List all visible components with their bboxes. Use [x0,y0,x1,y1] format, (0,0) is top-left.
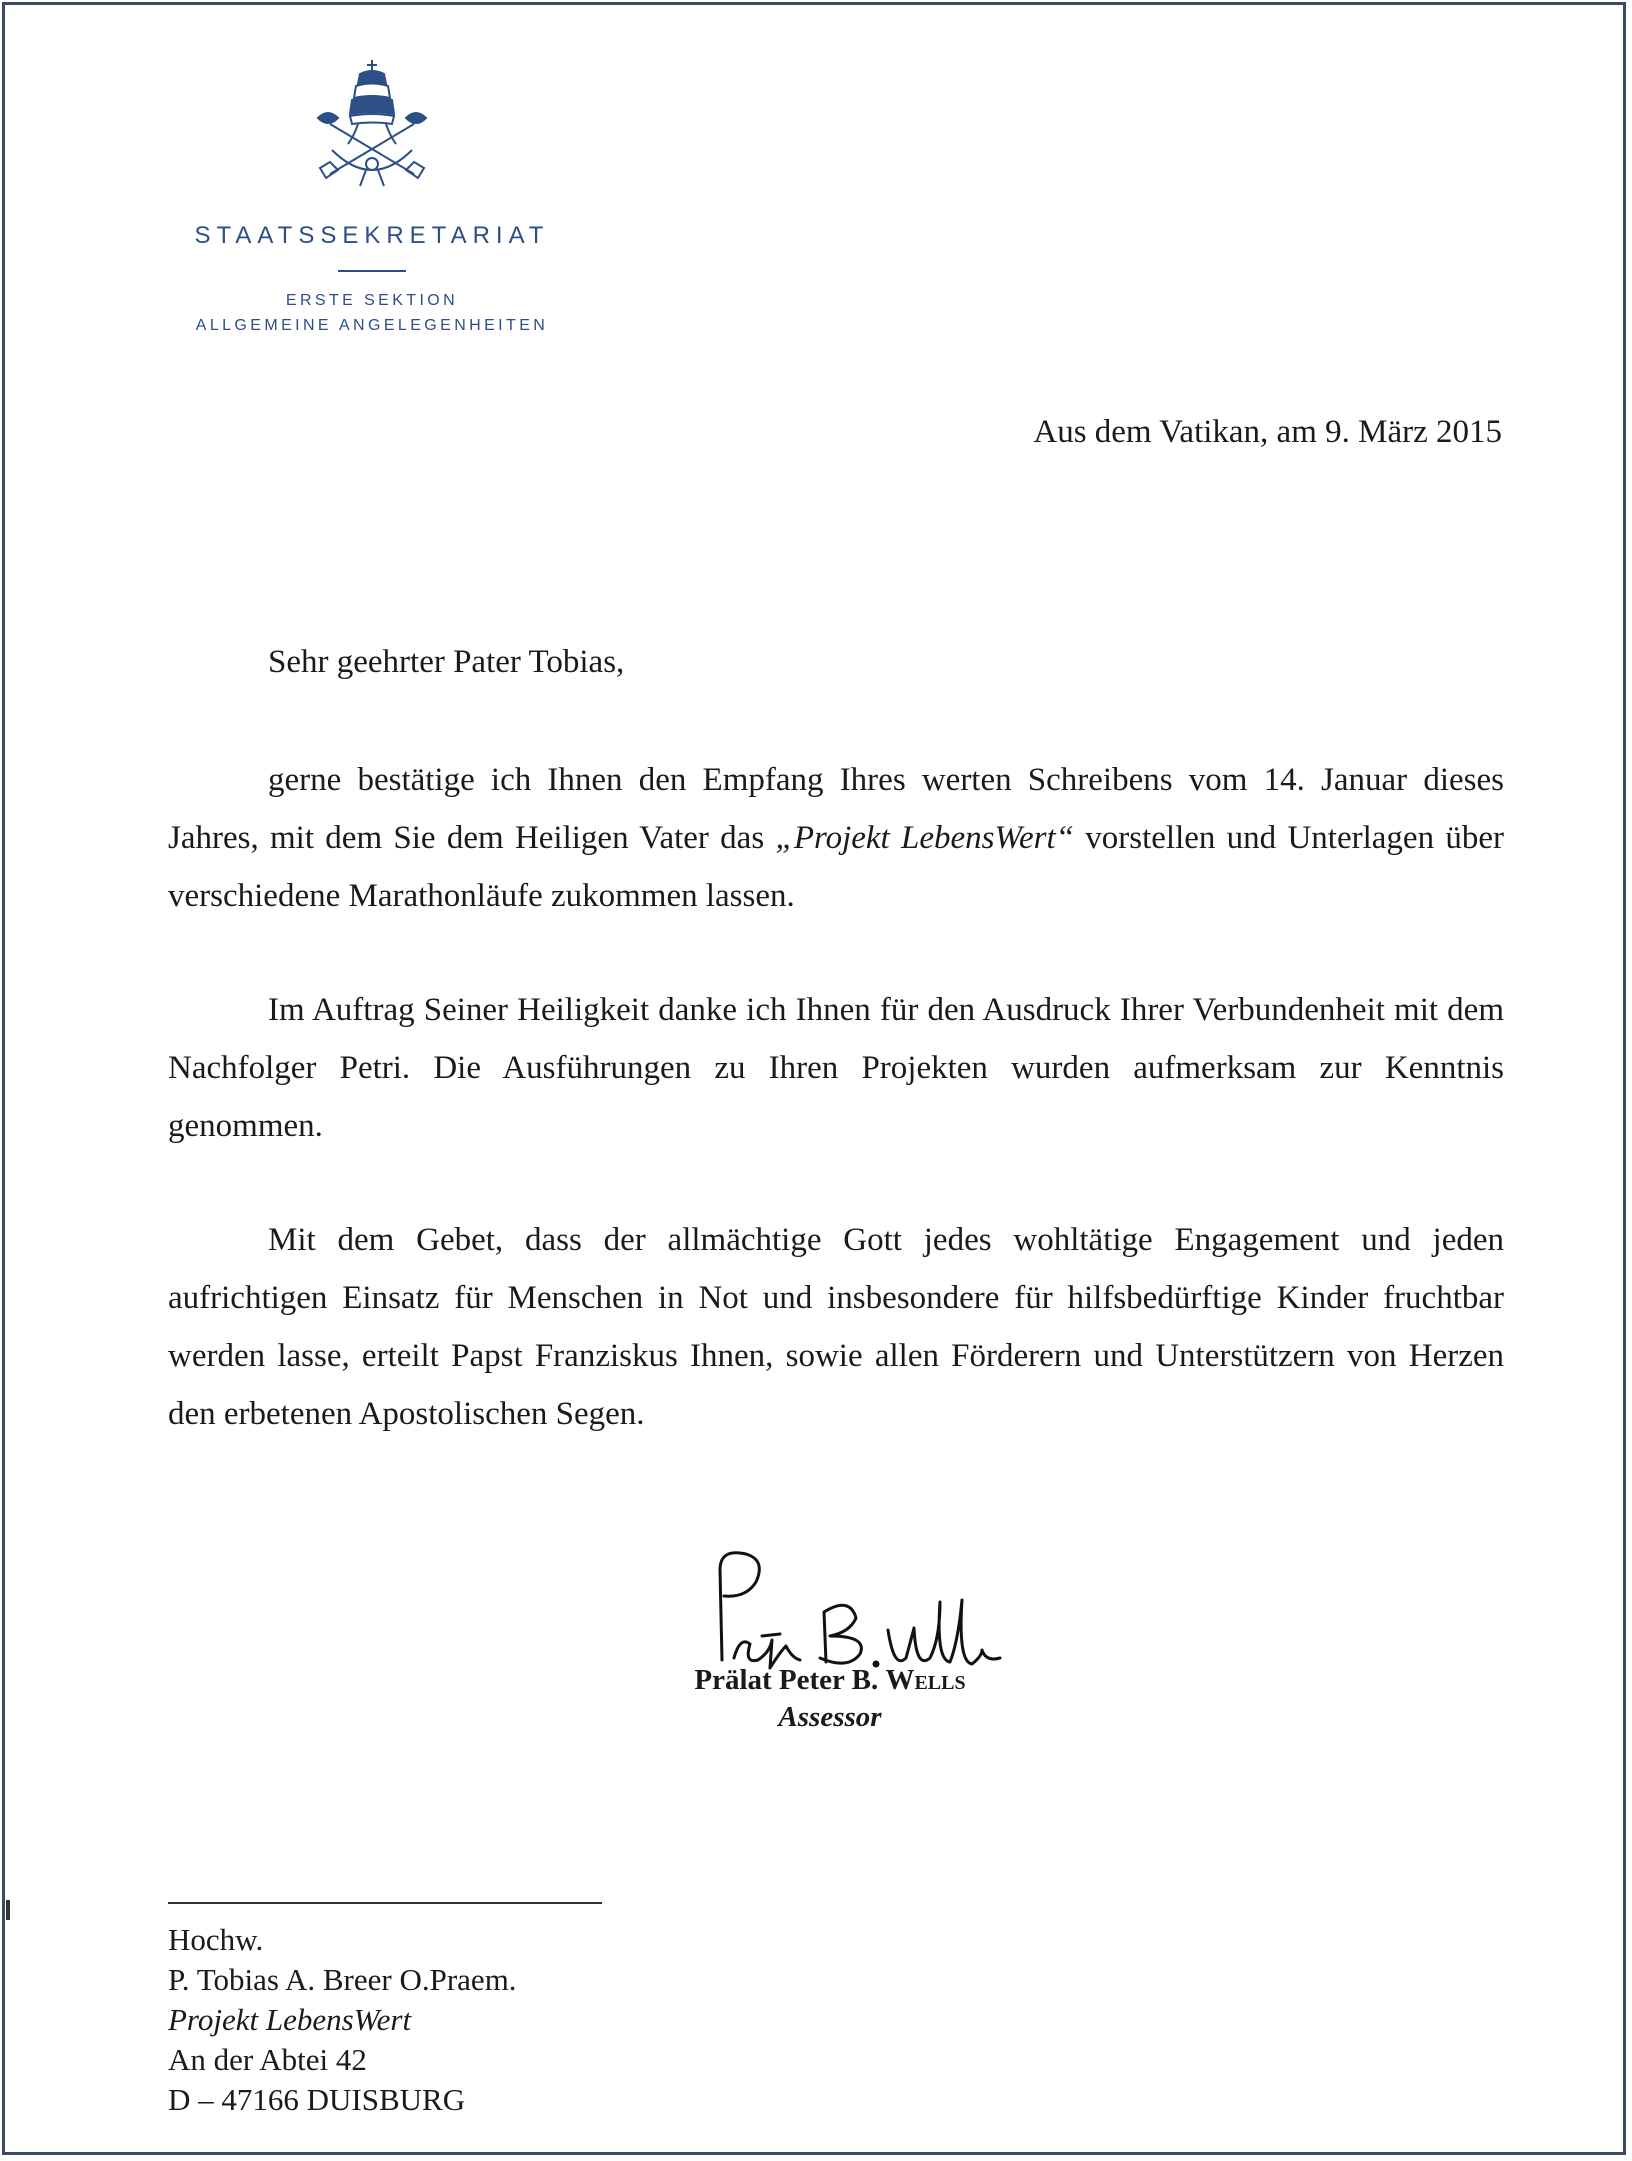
letterhead [130,222,614,338]
scan-edge-mark [6,1900,10,1920]
paragraph-1-text-b: vorstellen und Unterlagen über verschiedene Marathonläufe zukommen lassen. [168,820,1504,914]
letterhead-department: ALLGEMEINE ANGELEGENHEITEN [195,317,549,334]
body-paragraph-3: Mit dem Gebet, dass der allmächtige Gott jedes wohltätige Engagement und jeden aufrichtigen Einsatz für Menschen in Not und insbesondere für hilfsbedürftige Kinder fruchtbar werden lasse, erteilt Papst Franziskus Ihnen, sowie allen Förderern und Unterstützern von Herzen den erbetenen Apostolischen Segen. [168,1222,1504,1432]
letterhead-title: STAATSSEKRETARIAT [194,222,550,249]
address-line-3: Projekt LebensWert [168,2002,412,2037]
paragraph-1-text-a: gerne bestätige ich Ihnen den Empfang Ihres werten Schreibens vom 14. Januar dieses Jahres, mit dem Sie dem Heiligen Vater das [168,762,1504,856]
letterhead-section: ERSTE SEKTION [285,292,459,309]
recipient-address [168,1920,517,2120]
signature-block [660,1664,1000,1734]
address-line-1: Hochw. [168,1922,264,1957]
body-paragraph-1 [168,751,1504,925]
salutation: Sehr geehrter Pater Tobias, [268,644,625,680]
address-line-4: An der Abtei 42 [168,2042,367,2077]
signatory-name-prefix: Prälat Peter B. [694,1664,886,1696]
papal-coat-of-arms-icon [302,58,442,190]
signatory-name [660,1664,1000,1697]
address-divider [168,1902,602,1904]
signatory-surname: Wells [885,1664,966,1696]
address-line-2: P. Tobias A. Breer O.Praem. [168,1962,517,1997]
address-line-5: D – 47166 DUISBURG [168,2082,466,2117]
signatory-role: Assessor [778,1701,882,1733]
body-paragraph-2: Im Auftrag Seiner Heiligkeit danke ich Ihnen für den Ausdruck Ihrer Verbundenheit mit dem Nachfolger Petri. Die Ausführungen zu Ihren Projekten wurden aufmerksam zur Kenntnis genommen. [168,992,1504,1144]
project-name: „Projekt LebensWert“ [775,820,1074,856]
letterhead-divider [338,270,406,272]
date-line: Aus dem Vatikan, am 9. März 2015 [1033,414,1502,450]
